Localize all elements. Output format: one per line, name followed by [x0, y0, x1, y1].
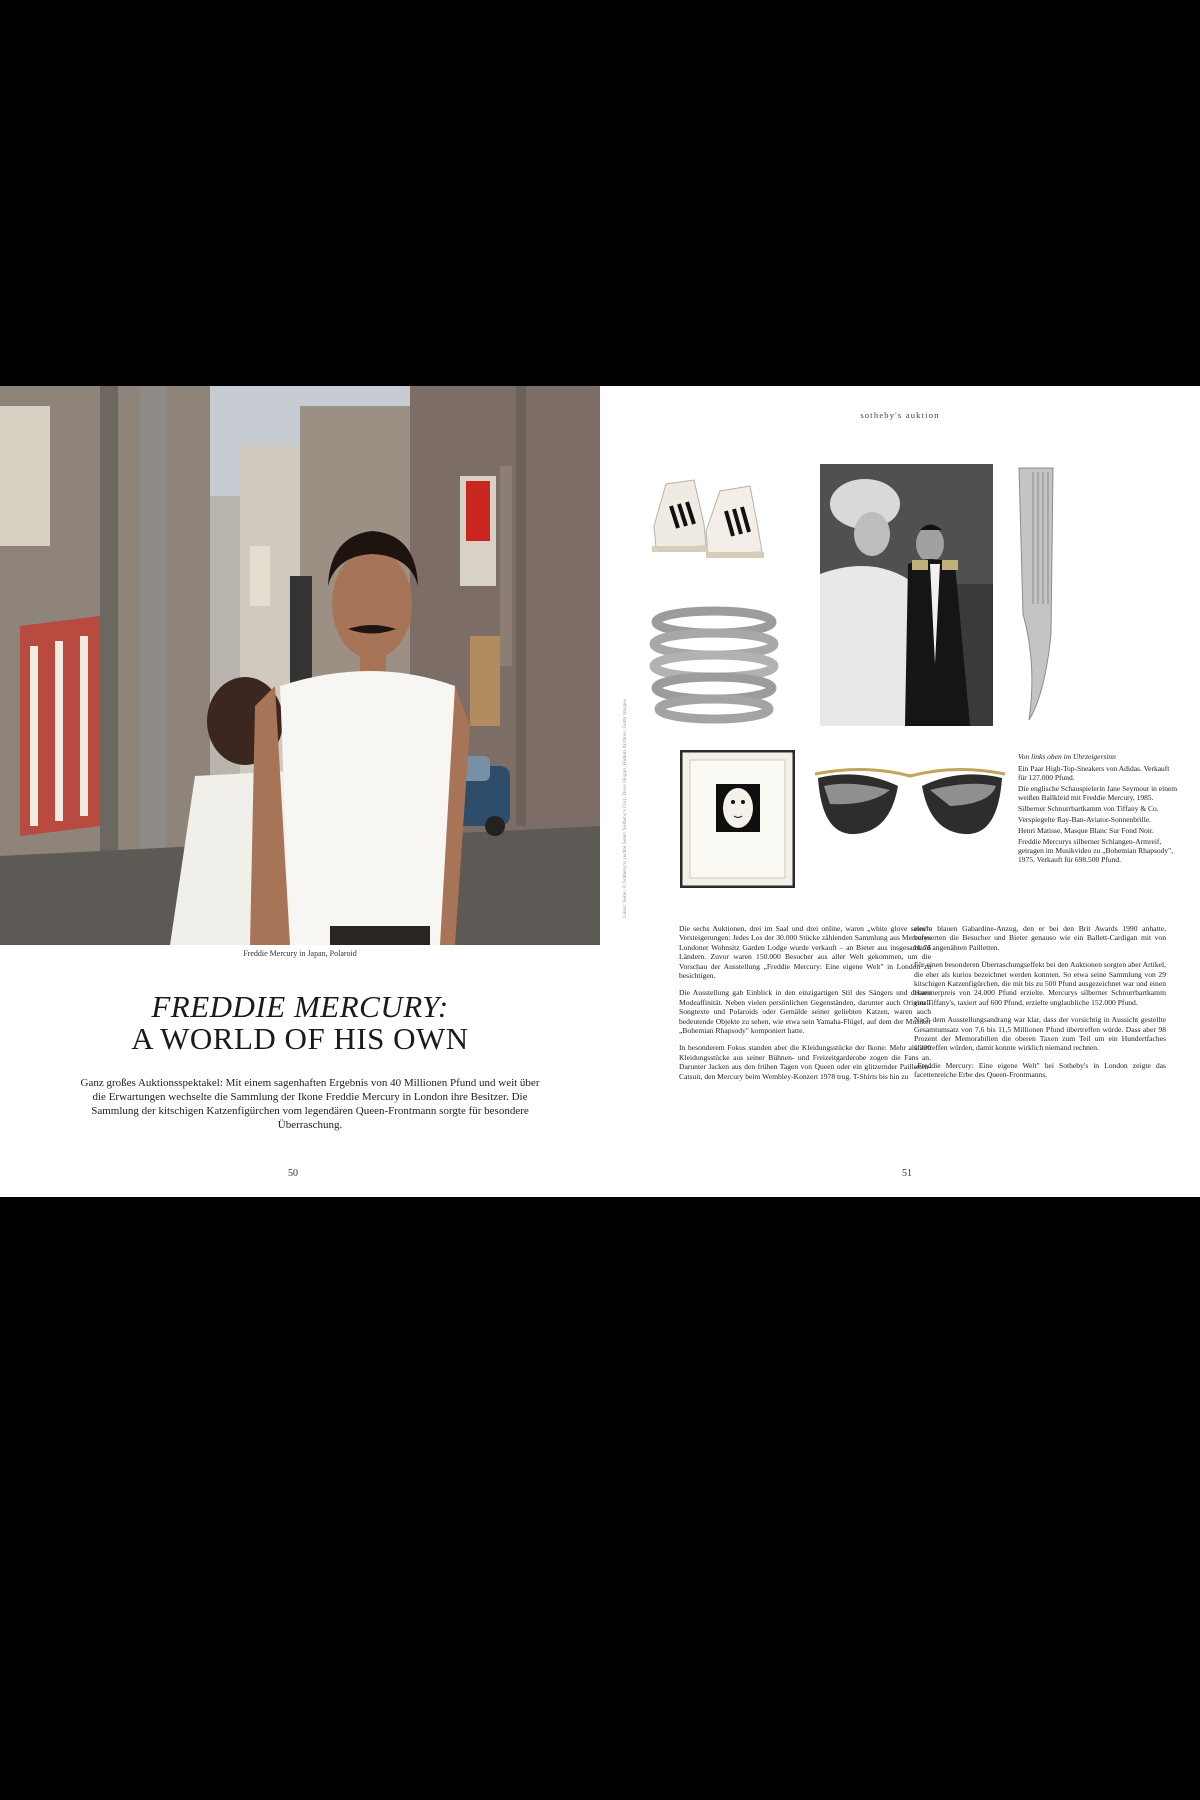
- headline-line-1: FREDDIE MERCURY:: [151, 989, 449, 1024]
- aviator-sunglasses-image: [810, 746, 1010, 866]
- body-paragraph: In besonderem Fokus standen aber die Kleidungsstücke der Ikone: Mehr als 200 Kleidungsstücke aus seiner Bühnen- und Freizeitgarderobe zogen die Fans an. Darunter Jacken aus den frühen Tagen von Queen oder ein glitzernder Pailletten-Catsuit, den Mercury beim Wembley-Konzert 1978 trug. T-Shirts bis hin zu: [679, 1043, 931, 1081]
- article-lede: Ganz großes Auktionsspektakel: Mit einem sagenhaften Ergebnis von 40 Millionen Pfund und weit über die Erwartungen wechselte die Sammlung der Ikone Freddie Mercury in London ihre Besitzer. Die Sammlung der kitschigen Katzenfigürchen vom legendären Queen-Frontmann sorgte für besondere Überraschung.: [80, 1077, 540, 1131]
- legend-entry: Die englische Schauspielerin Jane Seymour in einem weißen Ballkleid mit Freddie Mercury, 1985.: [1018, 784, 1178, 802]
- legend-entry: Verspiegelte Ray-Ban-Aviator-Sonnenbrille.: [1018, 815, 1152, 824]
- body-paragraph: Nach dem Ausstellungsandrang war klar, dass der vorsichtig in Aussicht gestellte Gesamtumsatz von 7,6 bis 11,5 Millionen Pfund übertreffen würde. Dass aber 98 Prozent der Memorabilien die oberen Taxen zum Teil um ein Hundertfaches übertreffen würden, damit konnte wirklich niemand rechnen.: [914, 1015, 1166, 1053]
- body-column-1: [679, 924, 931, 1089]
- legend-entry: Freddie Mercurys silberner Schlangen-Armreif, getragen im Musikvideo zu „Bohemian Rhapsody", 1975. Verkauft für 698.500 Pfund.: [1018, 837, 1174, 864]
- right-page: [600, 386, 1200, 1197]
- page-number-right: 51: [902, 1168, 912, 1179]
- street-photo: [0, 386, 600, 945]
- headline-line-2: A WORLD OF HIS OWN: [131, 1021, 469, 1056]
- legend-entry: Ein Paar High-Top-Sneakers von Adidas. Verkauft für 127.000 Pfund.: [1018, 764, 1170, 782]
- running-head: sotheby's auktion: [860, 410, 940, 420]
- street-photo-illustration: [0, 386, 600, 945]
- photo-credit: Links: Seite: © Sotheby's; rechte Seite: Sotheby's (5x); Dave Hogan, Hulton Archive, Getty Images: [622, 699, 628, 918]
- photo-caption: Freddie Mercury in Japan, Polaroid: [243, 949, 357, 958]
- sneakers-image: [646, 466, 781, 566]
- snake-bracelet-image: [646, 604, 781, 729]
- body-paragraph: Die sechs Auktionen, drei im Saal und drei online, waren „white glove sales"-Versteigerungen: Jedes Los der 30.000 Stücke zählenden Sammlung aus Mercurys Londoner Wohnsitz Garden Lodge wurde verkauft – an Bieter aus insgesamt 76 Ländern. Zuvor waren 150.000 Besucher aus aller Welt gekommen, um die Vorschau der Ausstellung „Freddie Mercury: Eine eigene Welt" in London zu besichtigen.: [679, 924, 931, 981]
- body-column-2: [914, 924, 1166, 1088]
- body-paragraph: „Freddie Mercury: Eine eigene Welt" bei Sotheby's in London zeigte das facettenreiche Erbe des Queen-Frontmanns.: [914, 1060, 1166, 1080]
- moustache-comb-image: [1005, 464, 1063, 726]
- body-paragraph: Für einen besonderen Überraschungseffekt bei den Auktionen sorgten aber Artikel, die eher als kurios bezeichnet werden konnten. So etwa seine Sammlung von 29 kitschigen Katzenfigürchen, die mit bis zu 500 Pfund ausgezeichnet war und einen Hammerpreis von 24.000 Pfund erzielte. Mercurys silberner Schnurrbartkamm von Tiffany's, taxiert auf 600 Pfund, erzielte unglaubliche 152.000 Pfund.: [914, 960, 1166, 1007]
- magazine-spread: [0, 386, 1200, 1197]
- body-paragraph: Die Ausstellung gab Einblick in den einzigartigen Stil des Sängers und dessen Modeaffinität. Neben vielen persönlichen Gegenständen, darunter auch Original-Songtexte und Polaroids oder Gemälde seiner geliebten Katzen, waren auch bedeutende Objekte zu sehen, wie etwa sein Yamaha-Flügel, auf dem der Musiker „Bohemian Rhapsody" komponiert hatte.: [679, 988, 931, 1036]
- legend-entry: Henri Matisse, Masque Blanc Sur Fond Noir.: [1018, 826, 1154, 835]
- legend-entry: Silberner Schnurrbartkamm von Tiffany & Co.: [1018, 804, 1159, 813]
- left-page: [0, 386, 600, 1197]
- article-headline: [0, 991, 600, 1055]
- image-legend: [1018, 752, 1178, 866]
- jane-seymour-photo: [820, 464, 993, 726]
- matisse-artwork-image: [680, 750, 795, 888]
- page-number-left: 50: [288, 1168, 298, 1179]
- legend-heading: Von links oben im Uhrzeigersinn: [1018, 752, 1116, 761]
- body-paragraph: einem blauen Gabardine-Anzug, den er bei den Brit Awards 1990 anhatte, befeuerten die Besucher und Bieter genauso wie ein Ballett-Cardigan mit von Hand angenähten Pailletten.: [914, 924, 1166, 952]
